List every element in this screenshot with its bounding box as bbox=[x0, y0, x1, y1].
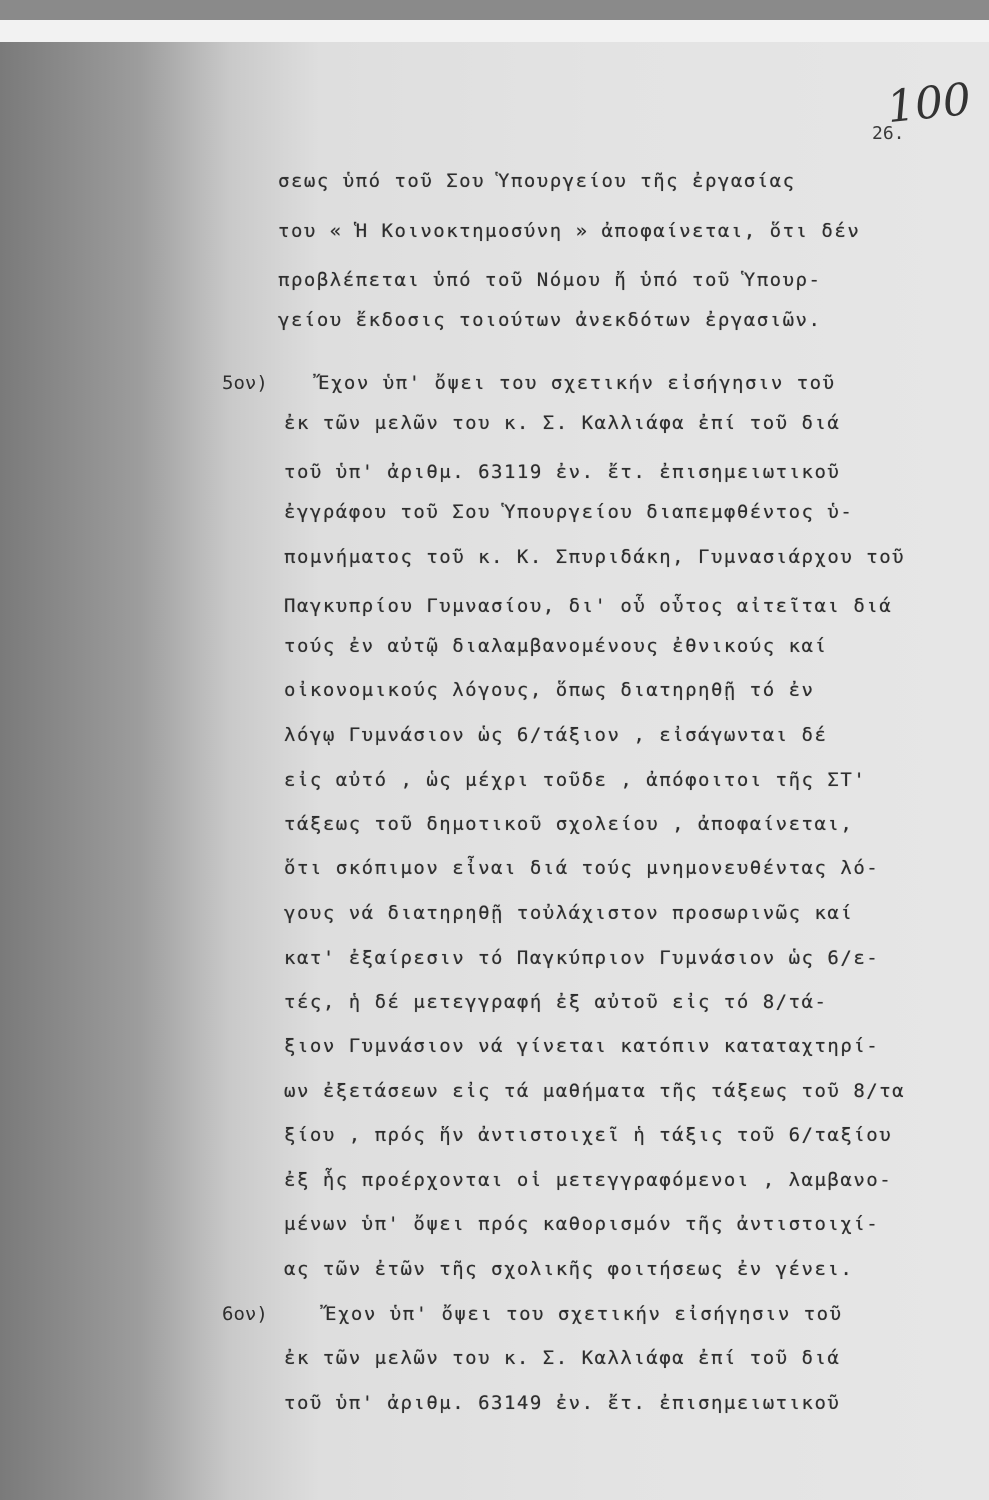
text-line: ξιον Γυμνάσιον νά γίνεται κατόπιν καταταχτηρί- bbox=[284, 1035, 880, 1057]
text-line: ξίου , πρός ἥν ἀντιστοιχεῖ ἡ τάξις τοῦ 6/ταξίου bbox=[284, 1124, 893, 1146]
text-line: του « Ἡ Κοινοκτημοσύνη » ἀποφαίνεται, ὅτι δέν bbox=[278, 220, 861, 242]
text-line: οἰκονομικούς λόγους, ὅπως διατηρηθῇ τό ἐν bbox=[284, 679, 815, 701]
text-line: τάξεως τοῦ δημοτικοῦ σχολείου , ἀποφαίνεται, bbox=[284, 813, 854, 835]
text-line: ὅτι σκόπιμον εἶναι διά τούς μνημονευθέντας λό- bbox=[284, 857, 880, 879]
text-line: λόγῳ Γυμνάσιον ὡς 6/τάξιον , εἰσάγωνται δέ bbox=[284, 724, 828, 746]
text-line: τοῦ ὑπ' ἀριθμ. 63149 ἐν. ἔτ. ἐπισημειωτικοῦ bbox=[284, 1392, 841, 1414]
text-line: Ἔχον ὑπ' ὄψει του σχετικήν εἰσήγησιν τοῦ bbox=[318, 372, 836, 394]
page-number: 26. bbox=[872, 123, 905, 144]
document-page bbox=[0, 20, 989, 1500]
text-line: ἐγγράφου τοῦ Σου Ὑπουργείου διαπεμφθέντος ὑ- bbox=[284, 501, 854, 523]
text-line: κατ' ἐξαίρεσιν τό Παγκύπριον Γυμνάσιον ὡς 6/ε- bbox=[284, 947, 880, 969]
text-line: ων ἐξετάσεων εἰς τά μαθήματα τῆς τάξεως τοῦ 8/τα bbox=[284, 1080, 906, 1102]
text-line: τούς ἐν αὐτῷ διαλαμβανομένους ἐθνικούς καί bbox=[284, 635, 828, 657]
text-line: ἐκ τῶν μελῶν του κ. Σ. Καλλιάφα ἐπί τοῦ διά bbox=[284, 1347, 841, 1369]
text-line: τοῦ ὑπ' ἀριθμ. 63119 ἐν. ἔτ. ἐπισημειωτικοῦ bbox=[284, 461, 841, 483]
text-line: σεως ὑπό τοῦ Σου Ὑπουργείου τῆς ἐργασίας bbox=[278, 170, 796, 192]
text-line: ἐξ ἧς προέρχονται οἱ μετεγγραφόμενοι , λαμβανο- bbox=[284, 1169, 893, 1191]
paragraph-number-6: 6ον) bbox=[222, 1303, 268, 1325]
text-line: Παγκυπρίου Γυμνασίου, δι' οὗ οὗτος αἰτεῖται διά bbox=[284, 595, 893, 617]
text-line: ας τῶν ἐτῶν τῆς σχολικῆς φοιτήσεως ἐν γένει. bbox=[284, 1258, 854, 1280]
page-top-edge bbox=[0, 20, 989, 42]
text-line: τές, ἡ δέ μετεγγραφή ἐξ αὐτοῦ εἰς τό 8/τά- bbox=[284, 991, 828, 1013]
text-line: εἰς αὐτό , ὡς μέχρι τοῦδε , ἀπόφοιτοι τῆς ΣΤ' bbox=[284, 769, 867, 791]
paragraph-number-5: 5ον) bbox=[222, 372, 268, 394]
text-line: ἐκ τῶν μελῶν του κ. Σ. Καλλιάφα ἐπί τοῦ διά bbox=[284, 412, 841, 434]
text-line: Ἔχον ὑπ' ὄψει του σχετικήν εἰσήγησιν τοῦ bbox=[325, 1303, 843, 1325]
text-line: πομνήματος τοῦ κ. Κ. Σπυριδάκη, Γυμνασιάρχου τοῦ bbox=[284, 546, 906, 568]
text-line: γείου ἔκδοσις τοιούτων ἀνεκδότων ἐργασιῶν. bbox=[278, 309, 822, 331]
text-line: προβλέπεται ὑπό τοῦ Νόμου ἤ ὑπό τοῦ Ὑπουρ- bbox=[278, 269, 822, 291]
page-stamp-number: 100 bbox=[884, 73, 974, 134]
text-line: μένων ὑπ' ὄψει πρός καθορισμόν τῆς ἀντιστοιχί- bbox=[284, 1213, 880, 1235]
text-line: γους νά διατηρηθῇ τοὐλάχιστον προσωρινῶς καί bbox=[284, 902, 854, 924]
